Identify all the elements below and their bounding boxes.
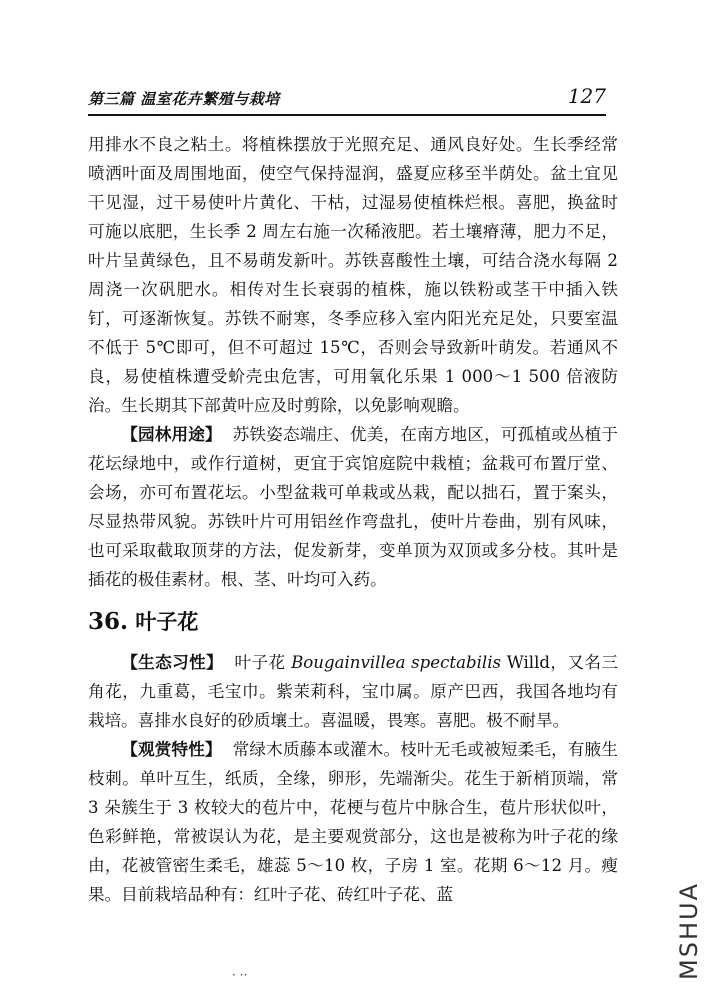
- latin-authority: Willd，: [506, 653, 568, 672]
- section-heading: [88, 606, 198, 636]
- page-number: 127: [567, 84, 606, 108]
- ornamental-paragraph: [88, 735, 618, 909]
- footer-marks: · ··: [232, 968, 248, 982]
- ornamental-text: 常绿木质藤本或灌木。枝叶无毛或被短柔毛，有腋生枝刺。单叶互生，纸质，全缘，卵形，先端渐尖。花生于新梢顶端，常 3 朵簇生于 3 枚较大的苞片中，花梗与苞片中脉合生，苞片形状似叶，色彩鲜艳，常被误认为花，是主要观赏部分，这也是被称为叶子花的缘由，花被管密生柔毛，雄蕊 5～10 枚，子房 1 室。花期 6～12 月。瘦果。目前栽培品种有：红叶子花、砖红叶子花、蓝: [88, 740, 619, 904]
- garden-use-text: 苏铁姿态端庄、优美，在南方地区，可孤植或丛植于花坛绿地中，或作行道树，更宜于宾馆庭院中栽植；盆栽可布置厅堂、会场，亦可布置花坛。小型盆栽可单栽或丛栽，配以拙石，置于案头，尽显热带风貌。苏铁叶片可用铝丝作弯盘扎，使叶片卷曲，别有风味，也可采取截取顶芽的方法，促发新芽，变单顶为双顶或多分枝。其叶是插花的极佳素材。根、茎、叶均可入药。: [88, 425, 619, 589]
- running-header: [88, 86, 606, 116]
- lower-text-block: [88, 648, 618, 909]
- ecology-label: 【生态习性】: [121, 653, 224, 672]
- continued-paragraph: 用排水不良之粘土。将植株摆放于光照充足、通风良好处。生长季经常喷洒叶面及周围地面，使空气保持湿润，盛夏应移至半荫处。盆土宜见干见湿，过干易使叶片黄化、干枯，过湿易使植株烂根。喜肥，换盆时可施以底肥，生长季 2 周左右施一次稀液肥。若土壤瘠薄，肥力不足，叶片呈黄绿色，且不易萌发新叶。苏铁喜酸性土壤，可结合浇水每隔 2 周浇一次矾肥水。相传对生长衰弱的植株，施以铁粉或茎干中插入铁钉，可逐渐恢复。苏铁不耐寒，冬季应移入室内阳光充足处，只要室温不低于 5℃即可，但不可超过 15℃，否则会导致新叶萌发。若通风不良，易使植株遭受蚧壳虫危害，可用氧化乐果 1 000～1 500 倍液防治。生长期其下部黄叶应及时剪除，以免影响观瞻。: [88, 135, 618, 415]
- watermark: MSHUA: [675, 882, 703, 980]
- ornamental-label: 【观赏特性】: [121, 740, 222, 759]
- ecology-paragraph: [88, 648, 618, 735]
- latin-name: Bougainvillea spectabilis: [291, 653, 502, 672]
- garden-use-paragraph: [88, 420, 618, 594]
- running-title: 第三篇 温室花卉繁殖与栽培: [88, 90, 280, 108]
- section-number: 36.: [88, 608, 129, 635]
- ecology-text-after: 又名三角花，九重葛，毛宝巾。紫茉莉科，宝巾属。原产巴西，我国各地均有栽培。喜排水良好的砂质壤土。喜温暖，畏寒。喜肥。极不耐旱。: [88, 653, 618, 730]
- garden-use-label: 【园林用途】: [121, 425, 222, 444]
- ecology-text-before: 叶子花: [234, 653, 286, 672]
- upper-text-block: [88, 130, 618, 594]
- section-title: 叶子花: [135, 609, 199, 634]
